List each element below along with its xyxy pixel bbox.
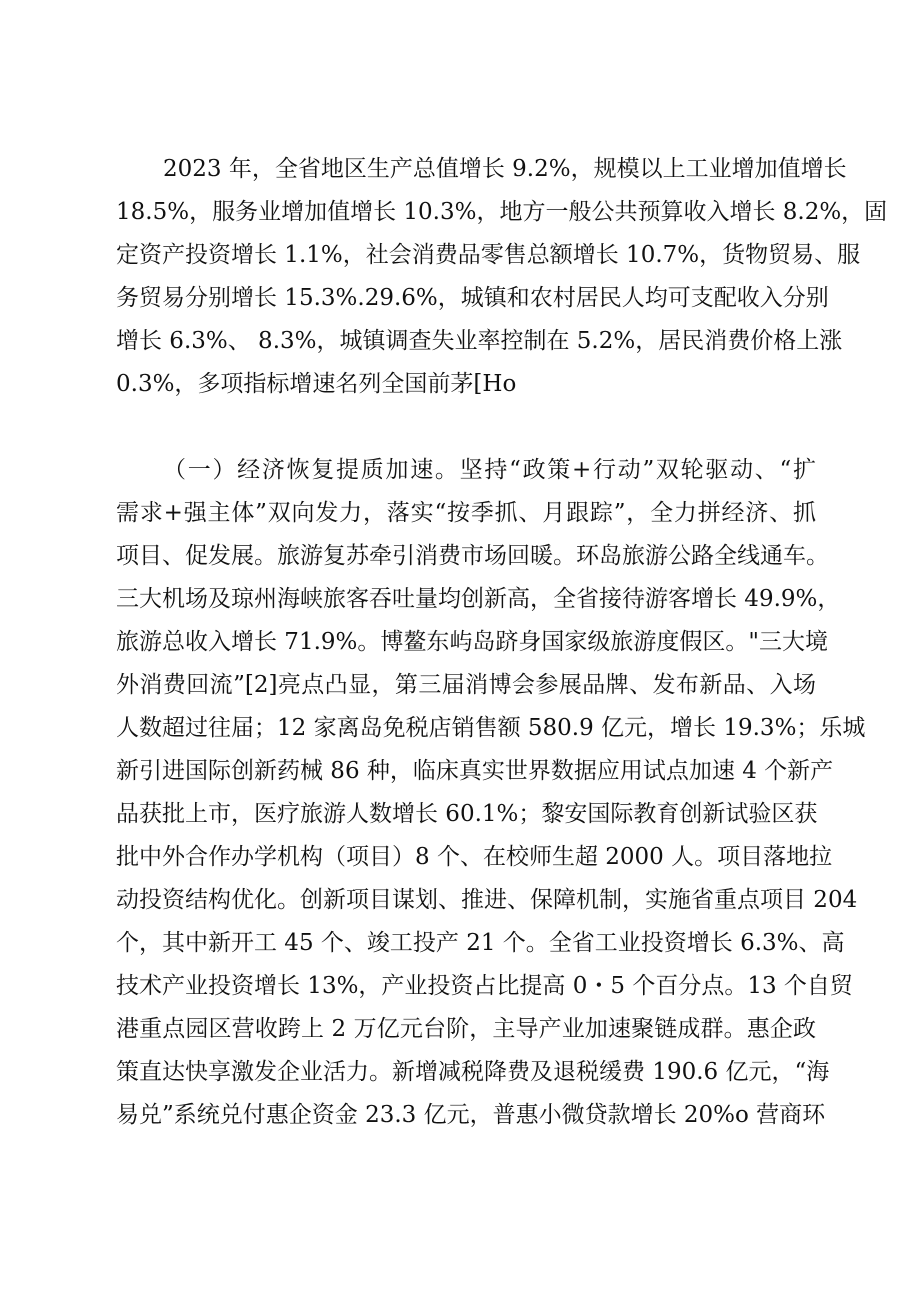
text-line: 旅游总收入增长 71.9%。博鳌东屿岛跻身国家级旅游度假区。"三大境 bbox=[116, 629, 828, 655]
text-line: 批中外合作办学机构（项目）8 个、在校师生超 2000 人。项目落地拉 bbox=[116, 844, 833, 870]
text-line: 技术产业投资增长 13%，产业投资占比提高 0・5 个百分点。13 个自贸 bbox=[116, 973, 853, 999]
text-line: 个，其中新开工 45 个、竣工投产 21 个。全省工业投资增长 6.3%、高 bbox=[116, 930, 845, 956]
text-line: 三大机场及琼州海峡旅客吞吐量均创新高，全省接待游客增长 49.9%， bbox=[116, 586, 841, 612]
text-line: 动投资结构优化。创新项目谋划、推进、保障机制，实施省重点项目 204 bbox=[116, 887, 858, 913]
text-line: 增长 6.3%、 8.3%，城镇调查失业率控制在 5.2%，居民消费价格上涨 bbox=[116, 328, 843, 354]
text-line: 品获批上市，医疗旅游人数增长 60.1%；黎安国际教育创新试验区获 bbox=[116, 801, 818, 827]
text-line: 项目、促发展。旅游复苏牵引消费市场回暖。环岛旅游公路全线通车。 bbox=[116, 543, 829, 569]
text-line: 定资产投资增长 1.1%，社会消费品零售总额增长 10.7%，货物贸易、服 bbox=[116, 242, 861, 268]
text-line: 务贸易分别增长 15.3%.29.6%，城镇和农村居民人均可支配收入分别 bbox=[116, 285, 829, 311]
text-line: 2023 年，全省地区生产总值增长 9.2%，规模以上工业增加值增长 bbox=[163, 156, 847, 182]
text-line: 0.3%，多项指标增速名列全国前茅[Ho bbox=[116, 371, 517, 397]
text-line: 需求+强主体”双向发力，落实“按季抓、月跟踪”，全力拼经济、抓 bbox=[116, 500, 816, 526]
text-line: 港重点园区营收跨上 2 万亿元台阶，主导产业加速聚链成群。惠企政 bbox=[116, 1016, 816, 1042]
text-line: 外消费回流”[2]亮点凸显，第三届消博会参展品牌、发布新品、入场 bbox=[116, 672, 816, 698]
text-line: 人数超过往届；12 家离岛免税店销售额 580.9 亿元，增长 19.3%；乐城 bbox=[116, 715, 866, 741]
text-line: 策直达快享激发企业活力。新增减税降费及退税缓费 190.6 亿元，“海 bbox=[116, 1059, 830, 1085]
text-line: 新引进国际创新药械 86 种，临床真实世界数据应用试点加速 4 个新产 bbox=[116, 758, 834, 784]
text-line: 易兑”系统兑付惠企资金 23.3 亿元，普惠小微贷款增长 20%o 营商环 bbox=[116, 1102, 826, 1128]
text-line: （一）经济恢复提质加速。坚持“政策+行动”双轮驱动、“扩 bbox=[163, 457, 816, 483]
text-line: 18.5%，服务业增加值增长 10.3%，地方一般公共预算收入增长 8.2%，固 bbox=[116, 199, 888, 225]
